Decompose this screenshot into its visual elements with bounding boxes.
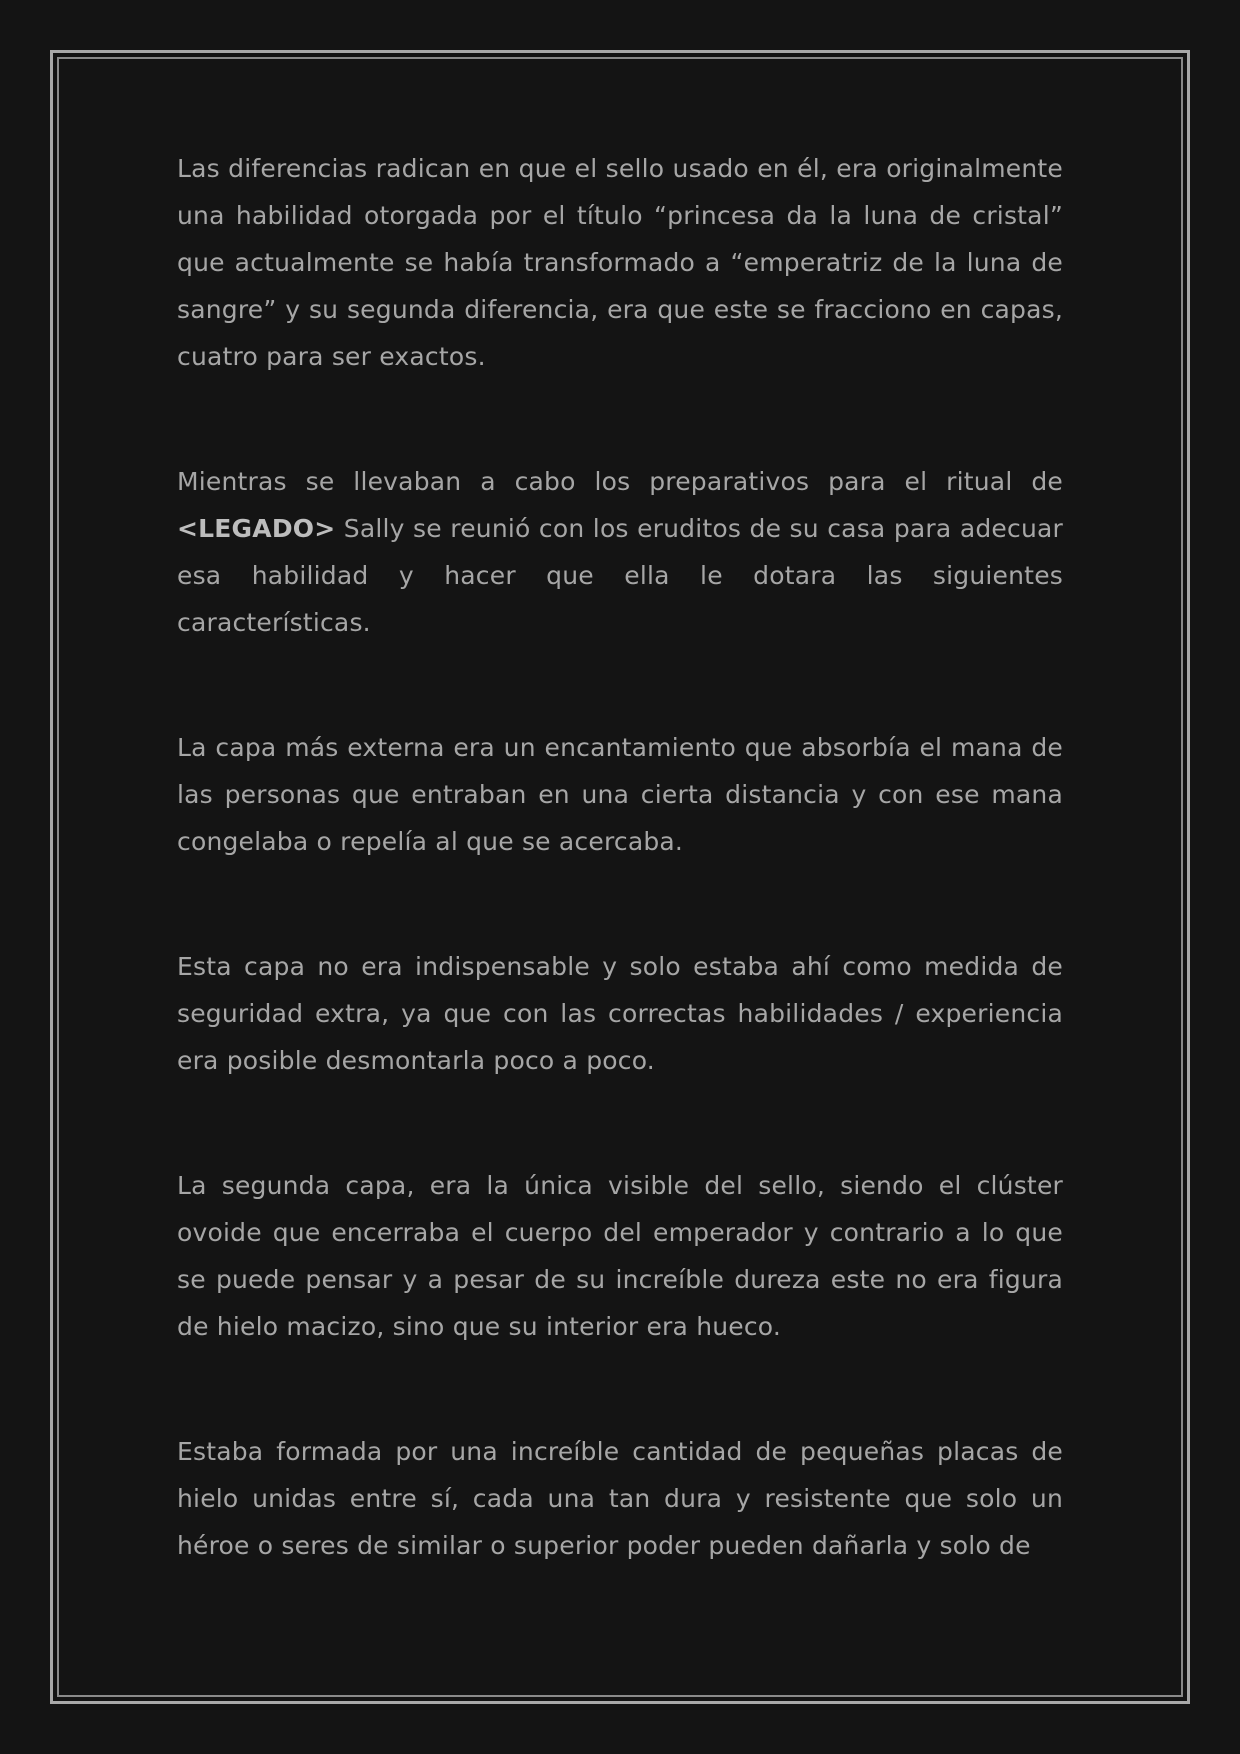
- paragraph-2: [177, 458, 1063, 646]
- paragraph-2-end: Sally se reunió con los eruditos de su casa para adecuar esa habilidad y hacer que ella le dotara las siguientes características.: [177, 514, 1063, 637]
- legado-tag: <LEGADO>: [177, 514, 336, 543]
- paragraph-4: Esta capa no era indispensable y solo estaba ahí como medida de seguridad extra, ya que con las correctas habilidades / experiencia era posible desmontarla poco a poco.: [177, 952, 1063, 1075]
- paragraph-6: Estaba formada por una increíble cantidad de pequeñas placas de hielo unidas entre sí, cada una tan dura y resistente que solo un héroe o seres de similar o superior poder pueden dañarla y solo de: [177, 1437, 1063, 1560]
- paragraph-5: La segunda capa, era la única visible del sello, siendo el clúster ovoide que encerraba el cuerpo del emperador y contrario a lo que se puede pensar y a pesar de su increíble dureza este no era figura de hielo macizo, sino que su interior era hueco.: [177, 1171, 1063, 1341]
- document-body: [177, 145, 1063, 1569]
- paragraph-2-start: Mientras se llevaban a cabo los preparativos para el ritual de: [177, 467, 1063, 496]
- paragraph-1: Las diferencias radican en que el sello usado en él, era originalmente una habilidad otorgada por el título “princesa da la luna de cristal” que actualmente se había transformado a “emperatriz de la luna de sangre” y su segunda diferencia, era que este se fracciono en capas, cuatro para ser exactos.: [177, 154, 1063, 371]
- paragraph-3: La capa más externa era un encantamiento que absorbía el mana de las personas que entraban en una cierta distancia y con ese mana congelaba o repelía al que se acercaba.: [177, 733, 1063, 856]
